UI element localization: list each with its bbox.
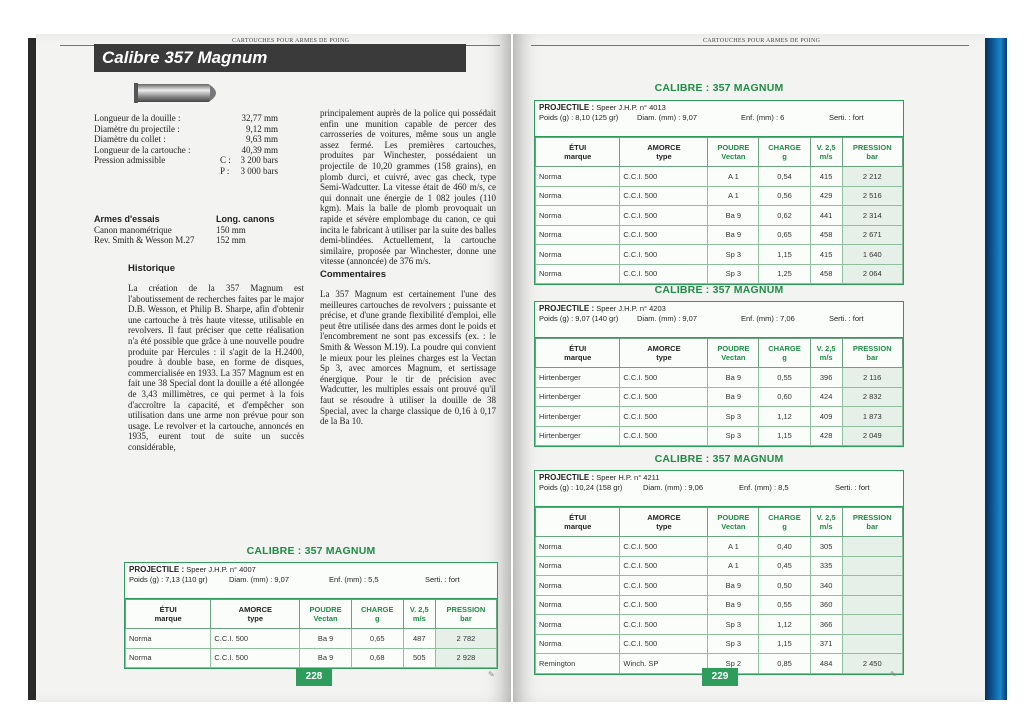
table-row: Norma C.C.I. 500 Ba 9 0,68 505 2 928: [126, 648, 497, 668]
header-row: ÉTUI marque AMORCE type POUDRE Vectan CHARGE g V. 2,5 m/s PRESSION bar: [536, 508, 903, 537]
load-data-table: [534, 470, 904, 675]
table-row: Norma C.C.I. 500 A 1 0,40 305: [536, 537, 903, 557]
header-row: ÉTUI marque AMORCE type POUDRE Vectan CHARGE g V. 2,5 m/s PRESSION bar: [536, 339, 903, 368]
specifications-list: [94, 113, 278, 176]
table-row: Norma C.C.I. 500 A 1 0,56 429 2 516: [536, 186, 903, 206]
table-row: Norma C.C.I. 500 Ba 9 0,50 340: [536, 576, 903, 596]
history-continued-text: principalement auprès de la police qui possédait enfin une munition capable de percer des carrosseries de voitures, même sous un angle assez fermé. Les premières cartouches, produites par Winchester, possédaient un projectile de 10,20 grammes (158 grains), en plomb durci, et cuivré, avec gas check, type Semi-Wadcutter. La vitesse était de 460 m/s, ce qui donnait une énergie de 1 082 joules (110 kgm). Mais la balle de plomb provoquait un rapide et sévère emplombage du canon, ce qui incita le fabricant à utiliser par la suite des balles demi-blindées. Actuellement, la cartouche similaire, proposée par Winchester, donne une vitesse (annoncée) de 376 m/s.: [320, 108, 496, 267]
test-weapon-row: Rev. Smith & Wesson M.27 152 mm: [94, 235, 246, 245]
table-title: CALIBRE : 357 MAGNUM: [654, 284, 784, 296]
test-weapon-row: Canon manométrique 150 mm: [94, 224, 246, 235]
table-row: Hirtenberger C.C.I. 500 Sp 3 1,12 409 1 873: [536, 407, 903, 427]
table-row: Norma C.C.I. 500 Sp 3 1,15 415 1 640: [536, 245, 903, 265]
table-row: Norma C.C.I. 500 Ba 9 0,65 487 2 782: [126, 629, 497, 649]
table-row: Hirtenberger C.C.I. 500 Ba 9 0,55 396 2 116: [536, 368, 903, 388]
page-number-left: 228: [296, 668, 332, 686]
table-row: Norma C.C.I. 500 A 1 0,45 335: [536, 556, 903, 576]
header-row: ÉTUI marque AMORCE type POUDRE Vectan CHARGE g V. 2,5 m/s PRESSION bar: [536, 138, 903, 167]
ornament-left: ✎: [488, 670, 495, 679]
table-title: CALIBRE : 357 MAGNUM: [654, 453, 784, 465]
data-grid: [535, 137, 903, 284]
table-row: Norma C.C.I. 500 Sp 3 1,25 458 2 064: [536, 264, 903, 284]
running-head-right: CARTOUCHES POUR ARMES DE POING: [703, 38, 821, 44]
projectile-info: PROJECTILE : Speer J.H.P. n° 4203 Poids (g) : 9,07 (140 gr) Diam. (mm) : 9,07 Enf. (mm) : 7,06 Serti. : fort: [535, 302, 903, 338]
load-data-table: [534, 301, 904, 447]
spec-row: Longueur de la douille : 32,77 mm: [94, 113, 278, 123]
header-rule-right: [531, 45, 969, 46]
data-grid: [125, 599, 497, 668]
table-row: Hirtenberger C.C.I. 500 Sp 3 1,15 428 2 049: [536, 426, 903, 446]
load-data-table: [534, 100, 904, 285]
data-grid: [535, 338, 903, 446]
book-spine-edge: [28, 38, 36, 700]
table-row: Norma C.C.I. 500 Sp 3 1,12 366: [536, 615, 903, 635]
commentaires-heading: Commentaires: [320, 269, 386, 280]
ornament-right: ✎: [890, 670, 897, 679]
spec-row: Pression admissible C : 3 200 bars: [94, 155, 278, 165]
historique-heading: Historique: [128, 263, 175, 274]
header-row: ÉTUI marque AMORCE type POUDRE Vectan CHARGE g V. 2,5 m/s PRESSION bar: [126, 600, 497, 629]
table-row: Remington Winch. SP Sp 2 0,85 484 2 450: [536, 654, 903, 674]
table-row: Norma C.C.I. 500 Ba 9 0,62 441 2 314: [536, 206, 903, 226]
table-title: CALIBRE : 357 MAGNUM: [246, 545, 376, 557]
table-row: Norma C.C.I. 500 A 1 0,54 415 2 212: [536, 167, 903, 187]
load-data-table: [124, 562, 498, 669]
historique-text: La création de la 357 Magnum est l'aboutissement de recherches faites par le major D.B. Wesson, et Philip B. Sharpe, afin d'obtenir une cartouche à très haute vitesse, utilisable en revolvers. Il faut préciser que cette réalisation n'a été possible que grâce à une nouvelle poudre produite par Hercules : il s'agit de la H.2400, poudre à double base, en forme de disques, commercialisée en 1933. La 357 Magnum est en fait une 38 Special dont la douille a été allongée de 3,43 millimètres, ce qui permet à la fois d'accroître la capacité, et d'empêcher son utilisation dans une arme non prévue pour son usage. Le revolver et la cartouche, annoncés en 1935, eurent tout de suite un succès considérable,: [128, 283, 304, 452]
table-row: Norma C.C.I. 500 Sp 3 1,15 371: [536, 634, 903, 654]
table-title: CALIBRE : 357 MAGNUM: [654, 82, 784, 94]
section-title: Calibre 357 Magnum: [94, 44, 466, 72]
test-weapons-header: Armes d'essais Long. canons: [94, 214, 275, 224]
running-head-left: CARTOUCHES POUR ARMES DE POING: [232, 38, 350, 44]
projectile-info: PROJECTILE : Speer H.P. n° 4211 Poids (g) : 10,24 (158 gr) Diam. (mm) : 9,06 Enf. (mm) : 8,5 Serti. : fort: [535, 471, 903, 507]
test-weapons-list: [94, 214, 294, 246]
table-row: Norma C.C.I. 500 Ba 9 0,55 360: [536, 595, 903, 615]
book-cover-edge: [985, 38, 1007, 700]
spec-row: Diamètre du collet : 9,63 mm: [94, 134, 278, 144]
spec-row: Longueur de la cartouche : 40,39 mm: [94, 144, 278, 155]
projectile-info: PROJECTILE : Speer J.H.P. n° 4007 Poids (g) : 7,13 (110 gr) Diam. (mm) : 9,07 Enf. (mm) : 5,5 Serti. : fort: [125, 563, 497, 599]
table-row: Hirtenberger C.C.I. 500 Ba 9 0,60 424 2 832: [536, 387, 903, 407]
spec-row: P : 3 000 bars: [220, 165, 278, 176]
cartridge-image: [132, 80, 222, 106]
table-row: Norma C.C.I. 500 Ba 9 0,65 458 2 671: [536, 225, 903, 245]
data-grid: [535, 507, 903, 674]
page-number-right: 229: [702, 668, 738, 686]
spec-row: Diamètre du projectile : 9,12 mm: [94, 123, 278, 134]
projectile-info: PROJECTILE : Speer J.H.P. n° 4013 Poids (g) : 8,10 (125 gr) Diam. (mm) : 9,07 Enf. (mm) : 6 Serti. : fort: [535, 101, 903, 137]
commentaires-text: La 357 Magnum est certainement l'une des meilleures cartouches de revolvers ; puissante et précise, et d'une grande flexibilité d'emploi, elle peut être utilisée dans des armes dont le poids et l'encombrement ne sont pas excessifs (ex. : le Smith & Wesson M.19). La poudre qui convient le mieux pour les pleines charges est la Vectan Sp 3, avec amorces Magnum, et sertissage énergique. Pour le tir de précision avec Wadcutter, les multiples essais ont prouvé qu'il faut se résoudre à utiliser la douille de 38 Special, avec la charge classique de 0,16 à 0,17 de la Ba 10.: [320, 289, 496, 427]
